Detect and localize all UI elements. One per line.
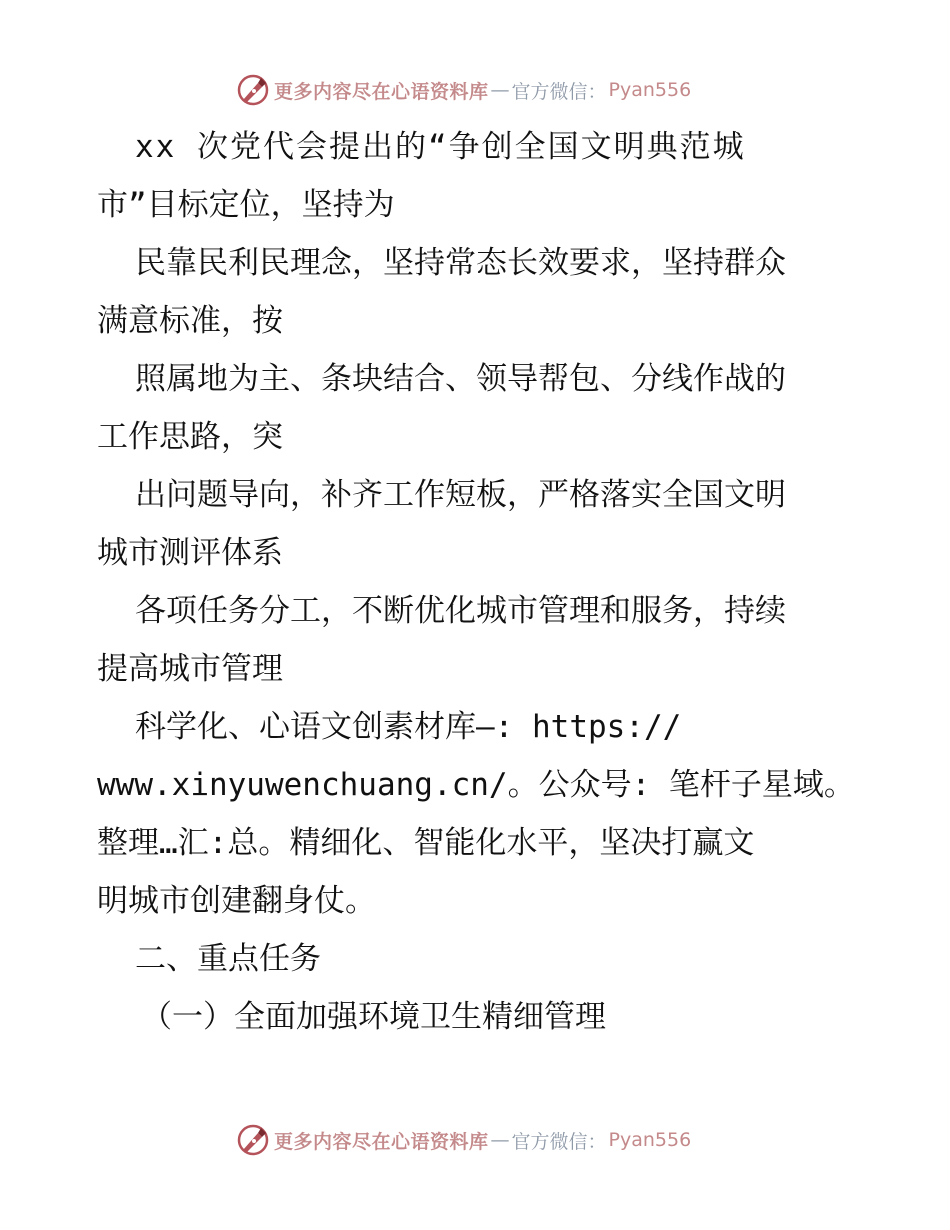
text-line: 明城市创建翻身仗。 [97,883,376,919]
document-body [97,122,867,1050]
text-line: 各项任务分工，不断优化城市管理和服务，持续 [135,593,786,629]
text-line: 提高城市管理 [97,651,283,687]
text-line: 整理…汇:总。精细化、智能化水平，坚决打赢文 [97,825,755,861]
pen-logo-icon [236,73,270,107]
text-line: xx 次党代会提出的“争创全国文明典范城 [135,129,746,165]
text-line: 科学化、心语文创素材库—: https:// [135,709,682,745]
pen-logo-icon [236,1123,270,1157]
text-line: 民靠民利民理念，坚持常态长效要求，坚持群众 [135,245,786,281]
banner-wechat-label: 官方微信： [511,1130,607,1153]
text-line: 照属地为主、条块结合、领导帮包、分线作战的 [135,361,786,397]
subsection-heading: （一）全面加强环境卫生精细管理 [141,999,606,1035]
banner-main-text: 更多内容尽在心语资料库 [274,80,489,103]
header-banner [236,73,691,107]
text-line: 工作思路，突 [97,419,283,455]
text-line: 满意标准，按 [97,303,283,339]
section-heading: 二、重点任务 [135,941,321,977]
banner-wechat-id: Pyan556 [608,79,692,101]
text-line: 市”目标定位，坚持为 [97,187,395,223]
footer-banner [236,1123,691,1157]
banner-separator: — [490,79,510,101]
text-line: 城市测评体系 [97,535,283,571]
text-line: www.xinyuwenchuang.cn/。公众号: 笔杆子星域。 [97,767,855,803]
banner-main-text: 更多内容尽在心语资料库 [274,1130,489,1153]
text-line: 出问题导向，补齐工作短板，严格落实全国文明 [135,477,786,513]
banner-wechat-label: 官方微信： [511,80,607,103]
banner-wechat-id: Pyan556 [608,1129,692,1151]
banner-separator: — [490,1129,510,1151]
